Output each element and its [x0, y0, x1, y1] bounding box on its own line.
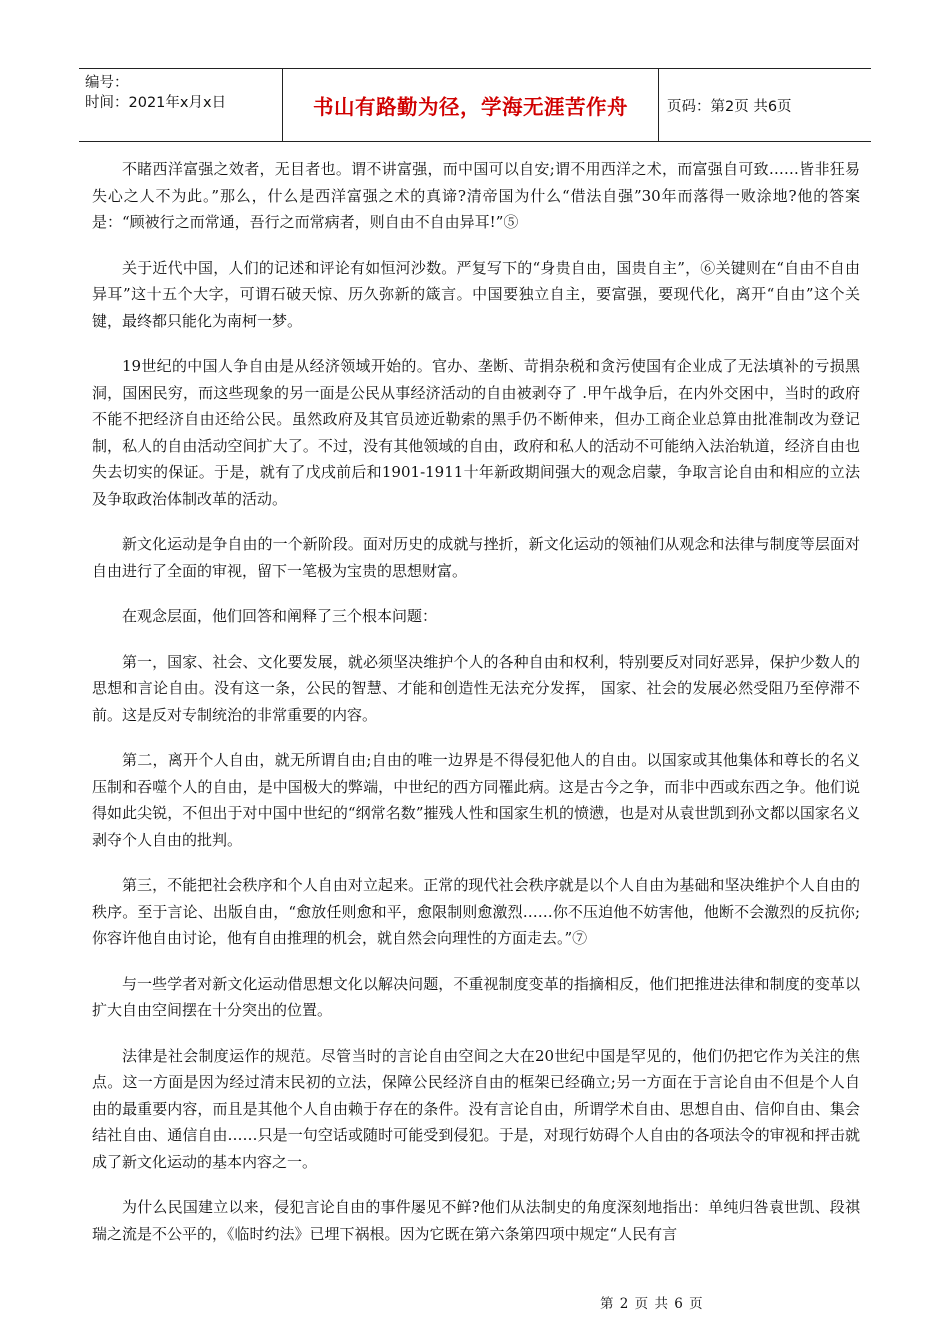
paragraph: 第二，离开个人自由，就无所谓自由;自由的唯一边界是不得侵犯他人的自由。以国家或其他集体和尊长的名义压制和吞噬个人的自由，是中国极大的弊端，中世纪的西方同罹此病。这是古今之争，而非中西或东西之争。他们说得如此尖锐，不但出于对中国中世纪的“纲常名数”摧残人性和国家生机的愤懑，也是对从袁世凯到孙文都以国家名义剥夺个人自由的批判。	[92, 751, 860, 849]
header-page-label: 页码：第2页 共6页	[667, 98, 792, 115]
number-label: 编号：	[85, 75, 129, 91]
document-header	[79, 68, 871, 142]
paragraph: 新文化运动是争自由的一个新阶段。面对历史的成就与挫折，新文化运动的领袖们从观念和法律与制度等层面对自由进行了全面的审视，留下一笔极为宝贵的思想财富。	[92, 535, 860, 580]
paragraph: 不睹西洋富强之效者，无目者也。谓不讲富强，而中国可以自安;谓不用西洋之术，而富强自可致……皆非狂易失心之人不为此。”那么，什么是西洋富强之术的真谛?清帝国为什么“借法自强”30年而落得一败涂地?他的答案是：“顾被行之而常通，吾行之而常病者，则自由不自由异耳!”⑤	[92, 160, 860, 231]
paragraph: 19世纪的中国人争自由是从经济领域开始的。官办、垄断、苛捐杂税和贪污使国有企业成了无法填补的亏损黑洞，国困民穷，而这些现象的另一面是公民从事经济活动的自由被剥夺了 .甲午战争后，在内外交困中，当时的政府不能不把经济自由还给公民。虽然政府及其官员迹近勒索的黑手仍不断伸来，但办工商企业总算由批准制改为登记制，私人的自由活动空间扩大了。不过，没有其他领域的自由，政府和私人的活动不可能纳入法治轨道，经济自由也失去切实的保证。于是，就有了戊戌前后和1901-1911十年新政期间强大的观念启蒙，争取言论自由和相应的立法及争取政治体制改革的活动。	[92, 357, 860, 508]
paragraph: 第三，不能把社会秩序和个人自由对立起来。正常的现代社会秩序就是以个人自由为基础和坚决维护个人自由的秩序。至于言论、出版自由，“愈放任则愈和平，愈限制则愈激烈……你不压迫他不妨害他，他断不会激烈的反抗你;你容许他自由讨论，他有自由推理的机会，就自然会向理性的方面走去。”⑦	[92, 876, 860, 947]
paragraph: 第一，国家、社会、文化要发展，就必须坚决维护个人的各种自由和权利，特别要反对同好恶异，保护少数人的思想和言论自由。没有这一条，公民的智慧、才能和创造性无法充分发挥， 国家、社会的发展必然受阻乃至停滞不前。这是反对专制统治的非常重要的内容。	[92, 652, 860, 724]
header-meta	[79, 69, 283, 141]
paragraph: 法律是社会制度运作的规范。尽管当时的言论自由空间之大在20世纪中国是罕见的，他们仍把它作为关注的焦点。这一方面是因为经过清末民初的立法，保障公民经济自由的框架已经确立;另一方面在于言论自由不但是个人自由的最重要内容，而且是其他个人自由赖于存在的条件。没有言论自由，所谓学术自由、思想自由、信仰自由、集会结社自由、通信自由……只是一句空话或随时可能受到侵犯。于是，对现行妨碍个人自由的各项法令的审视和抨击就成了新文化运动的基本内容之一。	[92, 1046, 860, 1171]
header-motto: 书山有路勤为径，学海无涯苦作舟	[283, 69, 659, 141]
paragraph: 关于近代中国，人们的记述和评论有如恒河沙数。严复写下的“身贵自由，国贵自主”，⑥关键则在“自由不自由异耳”这十五个大字，可谓石破天惊、历久弥新的箴言。中国要独立自主，要富强，要现代化，离开“自由”这个关键，最终都只能化为南柯一梦。	[92, 258, 860, 330]
paragraph: 与一些学者对新文化运动借思想文化以解决问题，不重视制度变革的指摘相反，他们把推进法律和制度的变革以扩大自由空间摆在十分突出的位置。	[92, 974, 860, 1019]
paragraph: 在观念层面，他们回答和阐释了三个根本问题：	[122, 607, 438, 625]
paragraph: 为什么民国建立以来，侵犯言论自由的事件屡见不鲜?他们从法制史的角度深刻地指出：单纯归咎袁世凯、段祺瑞之流是不公平的，《临时约法》已埋下祸根。因为它既在第六条第四项中规定“人民有言	[92, 1198, 860, 1243]
time-label: 时间：2021年x月x日	[85, 95, 227, 111]
document-body	[92, 156, 860, 1266]
page-footer: 第 2 页 共 6 页	[600, 1296, 704, 1312]
